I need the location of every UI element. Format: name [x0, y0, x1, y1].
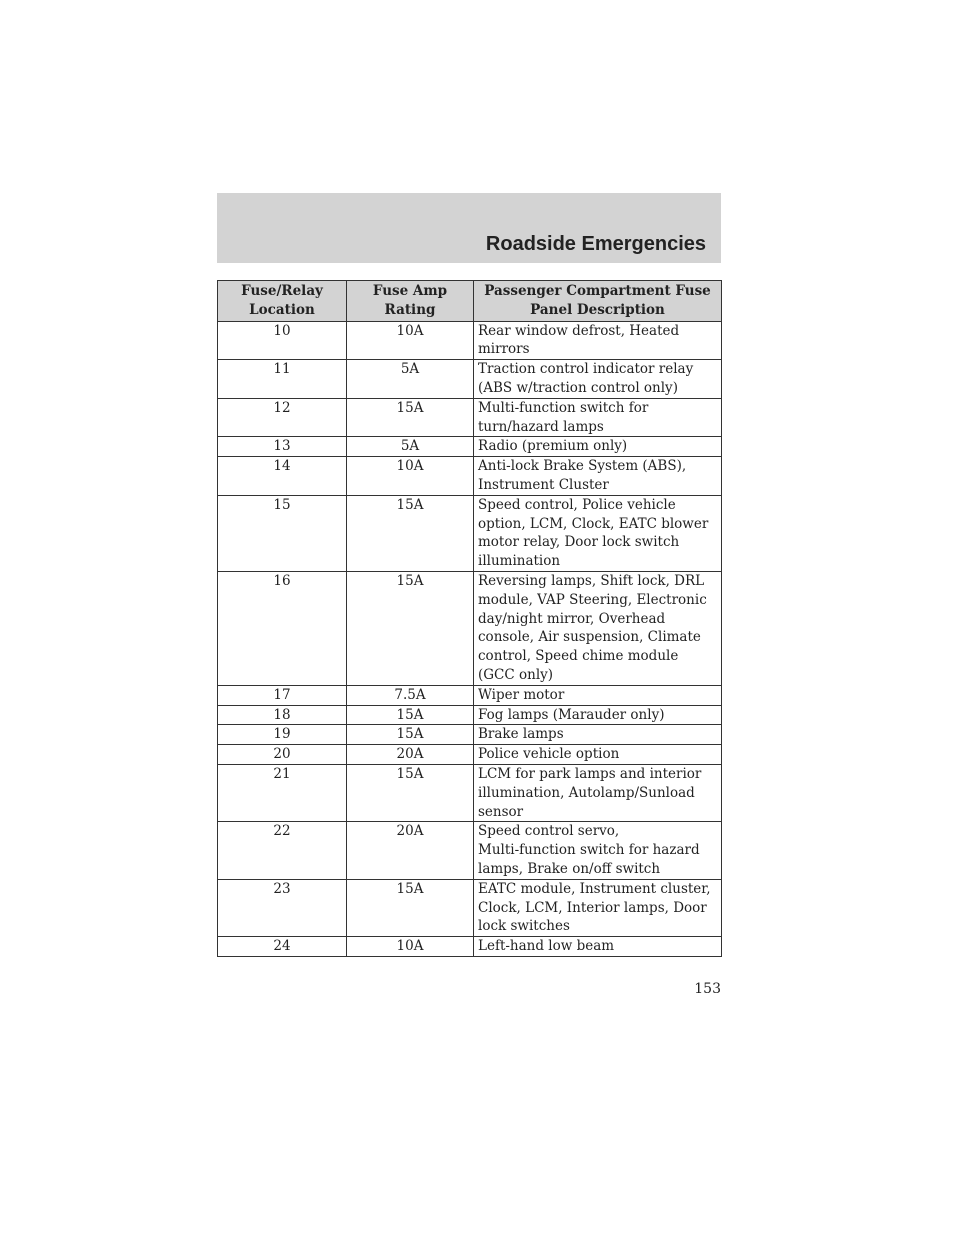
fuse-location-cell: 23 — [218, 879, 347, 936]
description-line: illumination, Autolamp/Sunload — [478, 784, 695, 801]
fuse-location-cell: 17 — [218, 685, 347, 705]
description-line: control, Speed chime module — [478, 648, 679, 665]
description-line: lock switches — [478, 918, 570, 935]
column-header-line: Fuse Amp — [372, 283, 448, 299]
description-line: Wiper motor — [478, 686, 565, 703]
table-row — [218, 398, 722, 437]
table-row — [218, 571, 722, 685]
fuse-description-cell — [474, 725, 722, 745]
section-header-band — [217, 193, 721, 263]
fuse-description-cell — [474, 879, 722, 936]
fuse-location-cell: 20 — [218, 745, 347, 765]
column-header-line: Location — [249, 301, 315, 318]
table-row — [218, 685, 722, 705]
description-line: mirrors — [478, 341, 530, 358]
fuse-location-cell: 22 — [218, 822, 347, 879]
table-row — [218, 495, 722, 571]
fuse-description-cell — [474, 822, 722, 879]
description-line: (GCC only) — [478, 666, 554, 683]
description-line: illumination — [478, 553, 561, 570]
fuse-description-cell — [474, 360, 722, 399]
description-line: day/night mirror, Overhead — [478, 610, 666, 627]
fuse-description-cell — [474, 745, 722, 765]
table-row — [218, 725, 722, 745]
fuse-rating-cell: 15A — [347, 398, 474, 437]
fuse-description-cell — [474, 398, 722, 437]
description-line: (ABS w/traction control only) — [478, 379, 678, 396]
fuse-location-cell: 14 — [218, 457, 347, 496]
description-line: EATC module, Instrument cluster, — [478, 880, 711, 897]
table-row — [218, 764, 722, 821]
fuse-location-cell: 21 — [218, 764, 347, 821]
fuse-rating-cell: 15A — [347, 495, 474, 571]
fuse-rating-cell: 15A — [347, 879, 474, 936]
column-header-description — [474, 281, 722, 322]
fuse-description-cell — [474, 437, 722, 457]
table-body — [218, 321, 722, 956]
fuse-description-cell — [474, 457, 722, 496]
fuse-location-cell: 15 — [218, 495, 347, 571]
fuse-description-cell — [474, 937, 722, 957]
fuse-location-cell: 24 — [218, 937, 347, 957]
description-line: Speed control servo, — [478, 823, 620, 840]
description-line: console, Air suspension, Climate — [478, 629, 701, 646]
fuse-rating-cell: 15A — [347, 705, 474, 725]
fuse-rating-cell: 20A — [347, 745, 474, 765]
fuse-rating-cell: 5A — [347, 360, 474, 399]
column-header-rating — [347, 281, 474, 322]
description-line: Anti-lock Brake System (ABS), — [478, 458, 687, 475]
fuse-rating-cell: 10A — [347, 321, 474, 360]
column-header-line: Passenger Compartment Fuse — [484, 283, 711, 299]
fuse-location-cell: 19 — [218, 725, 347, 745]
fuse-rating-cell: 15A — [347, 764, 474, 821]
fuse-location-cell: 11 — [218, 360, 347, 399]
table-header-row — [218, 281, 722, 322]
description-line: Brake lamps — [478, 726, 564, 743]
table-row — [218, 360, 722, 399]
description-line: Radio (premium only) — [478, 438, 628, 455]
fuse-description-cell — [474, 571, 722, 685]
description-line: Rear window defrost, Heated — [478, 322, 680, 339]
fuse-description-cell — [474, 705, 722, 725]
description-line: sensor — [478, 803, 524, 820]
column-header-location — [218, 281, 347, 322]
table-row — [218, 457, 722, 496]
page-number: 153 — [694, 981, 721, 997]
fuse-description-cell — [474, 685, 722, 705]
column-header-line: Panel Description — [530, 301, 665, 318]
fuse-table — [217, 280, 722, 957]
table-row — [218, 879, 722, 936]
description-line: Fog lamps (Marauder only) — [478, 706, 665, 723]
fuse-rating-cell: 5A — [347, 437, 474, 457]
fuse-rating-cell: 7.5A — [347, 685, 474, 705]
column-header-line: Rating — [384, 301, 436, 318]
fuse-description-cell — [474, 764, 722, 821]
table-row — [218, 745, 722, 765]
description-line: lamps, Brake on/off switch — [478, 860, 661, 877]
description-line: Speed control, Police vehicle — [478, 496, 676, 513]
description-line: Multi-function switch for — [478, 399, 649, 416]
description-line: LCM for park lamps and interior — [478, 765, 702, 782]
description-line: Instrument Cluster — [478, 476, 609, 493]
fuse-location-cell: 12 — [218, 398, 347, 437]
fuse-location-cell: 10 — [218, 321, 347, 360]
fuse-location-cell: 16 — [218, 571, 347, 685]
fuse-description-cell — [474, 495, 722, 571]
fuse-location-cell: 13 — [218, 437, 347, 457]
fuse-location-cell: 18 — [218, 705, 347, 725]
table-row — [218, 321, 722, 360]
description-line: Reversing lamps, Shift lock, DRL — [478, 572, 705, 589]
description-line: Left-hand low beam — [478, 938, 615, 955]
description-line: Traction control indicator relay — [478, 361, 694, 378]
column-header-line: Fuse/Relay — [241, 283, 323, 299]
description-line: Multi-function switch for hazard — [478, 842, 700, 859]
fuse-rating-cell: 10A — [347, 457, 474, 496]
fuse-rating-cell: 20A — [347, 822, 474, 879]
table-row — [218, 437, 722, 457]
description-line: Clock, LCM, Interior lamps, Door — [478, 899, 707, 916]
description-line: motor relay, Door lock switch — [478, 534, 680, 551]
fuse-rating-cell: 15A — [347, 571, 474, 685]
fuse-rating-cell: 15A — [347, 725, 474, 745]
description-line: option, LCM, Clock, EATC blower — [478, 515, 709, 532]
fuse-description-cell — [474, 321, 722, 360]
fuse-rating-cell: 10A — [347, 937, 474, 957]
table-row — [218, 937, 722, 957]
table-row — [218, 822, 722, 879]
table-row — [218, 705, 722, 725]
description-line: Police vehicle option — [478, 746, 620, 763]
section-title: Roadside Emergencies — [485, 233, 706, 255]
description-line: module, VAP Steering, Electronic — [478, 591, 707, 608]
description-line: turn/hazard lamps — [478, 418, 604, 435]
